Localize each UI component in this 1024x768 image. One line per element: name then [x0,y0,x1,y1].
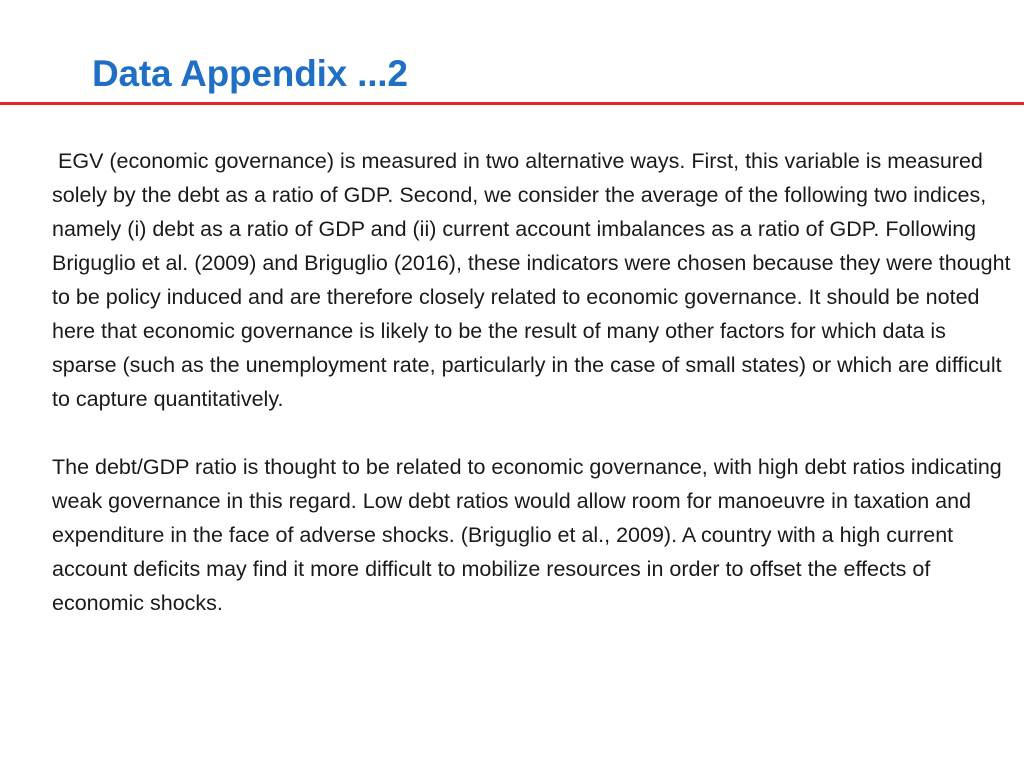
body-paragraph-1: EGV (economic governance) is measured in two alternative ways. First, this variable is measured solely by the debt as a ratio of GDP. Second, we consider the average of the following two indices, namely (i) debt as a ratio of GDP and (ii) current account imbalances as a ratio of GDP. Following Briguglio et al. (2009) and Briguglio (2016), these indicators were chosen because they were thought to be policy induced and are therefore closely related to economic governance. It should be noted here that economic governance is likely to be the result of many other factors for which data is sparse (such as the unemployment rate, particularly in the case of small states) or which are difficult to capture quantitatively. [52,149,1011,411]
body-paragraph-2: The debt/GDP ratio is thought to be related to economic governance, with high debt ratios indicating weak governance in this regard. Low debt ratios would allow room for manoeuvre in taxation and expenditure in the face of adverse shocks. (Briguglio et al., 2009). A country with a high current account deficits may find it more difficult to mobilize resources in order to offset the effects of economic shocks. [52,455,1002,615]
slide-title: Data Appendix ...2 [92,53,408,94]
title-divider [0,102,1024,105]
slide-body [52,144,1014,620]
